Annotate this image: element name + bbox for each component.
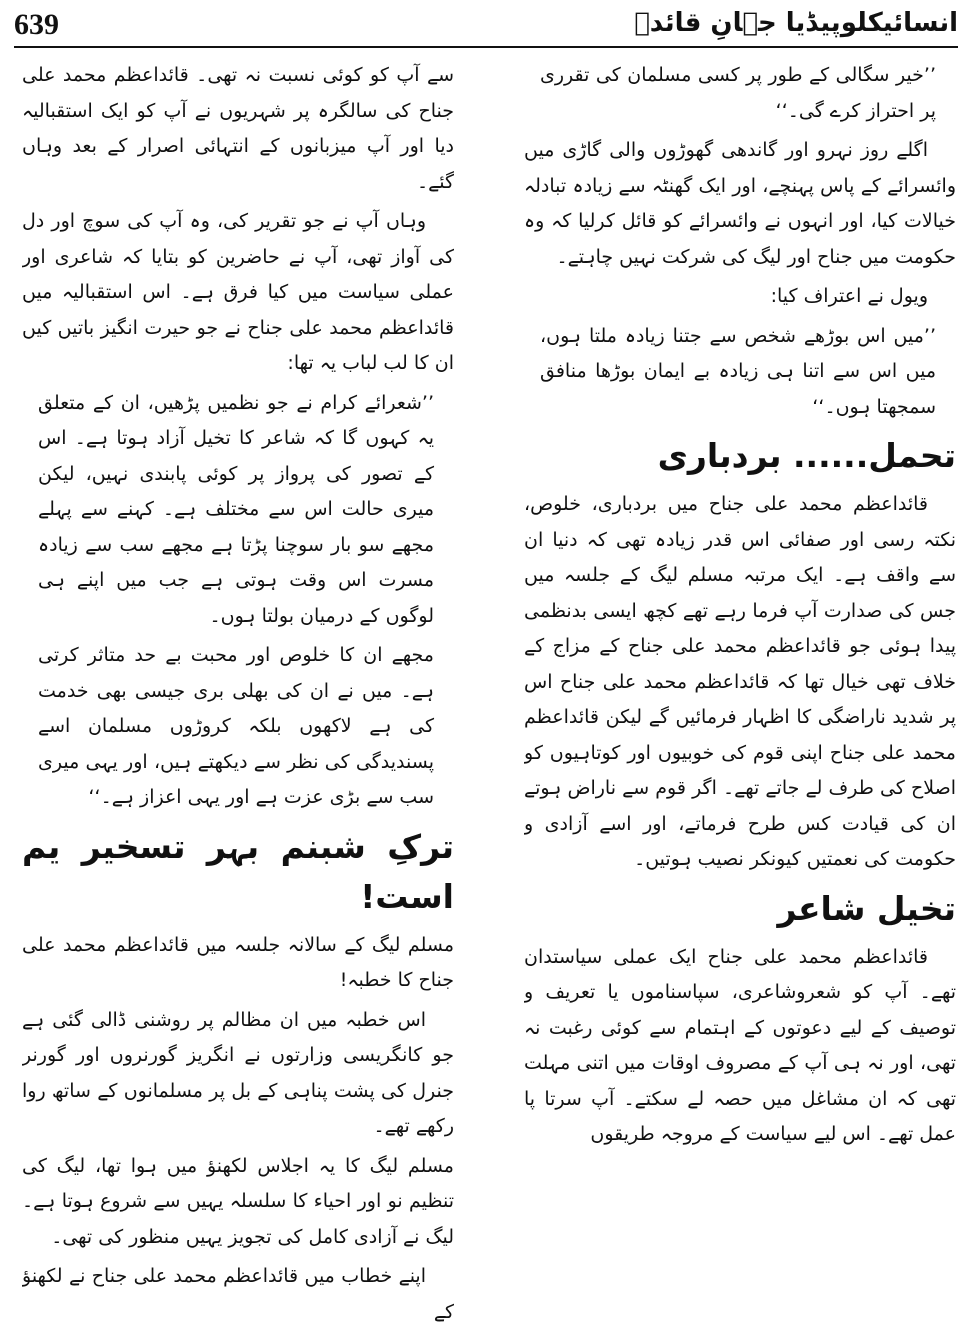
body-paragraph: مسلم لیگ کے سالانہ جلسہ میں قائداعظم محمد علی جناح کا خطبہ! xyxy=(22,933,454,991)
body-paragraph: اس خطبہ میں ان مظالم پر روشنی ڈالی گئی ہے جو کانگریسی وزارتوں نے انگریز گورنروں اور گورنر جنرل کی پشت پناہی کے بل پر مسلمانوں کے ساتھ روا رکھے تھے۔ xyxy=(22,1008,454,1137)
quote-paragraph: ’’شعرائے کرام نے جو نظمیں پڑھیں، ان کے متعلق یہ کہوں گا کہ شاعر کا تخیل آزاد ہوتا ہے۔ اس کے تصور کی پرواز پر کوئی پابندی نہیں، لیکن میری حالت اس سے مختلف ہے۔ کہنے سے پہلے مجھے سو بار سوچنا پڑتا ہے مجھے سب سے زیادہ مسرت اس وقت ہوتی ہے جب میں اپنے ہی لوگوں کے درمیان بولتا ہوں۔ xyxy=(38,391,434,627)
body-paragraph: ویول نے اعتراف کیا: xyxy=(770,285,928,307)
body-paragraph: قائداعظم محمد علی جناح ایک عملی سیاستدان تھے۔ آپ کو شعروشاعری، سپاسناموں یا تعریف و توصیف کے لیے دعوتوں کے اہتمام سے کوئی رغبت نہ تھی، اور نہ ہی آپ کے مصروف اوقات میں اتنی مہلت تھی کہ ان مشاغل میں حصہ لے سکتے۔ آپ سرتا پا عمل تھے۔ اس لیے سیاست کے مروجہ طریقوں xyxy=(524,945,956,1145)
quote-paragraph: ’’خیر سگالی کے طور پر کسی مسلمان کی تقرری پر احتراز کرے گی۔‘‘ xyxy=(540,64,936,122)
quote-paragraph: مجھے ان کا خلوص اور محبت بے حد متاثر کرتی ہے۔ میں نے ان کی بھلی بری جیسی بھی خدمت کی ہے لاکھوں بلکہ کروڑوں مسلمان اسے پسندیدگی کی نظر سے دیکھتے ہیں، اور یہی میری سب سے بڑی عزت ہے اور یہی اعزاز ہے۔‘‘ xyxy=(38,644,434,808)
body-paragraph: اپنے خطاب میں قائداعظم محمد علی جناح نے لکھنؤ کے xyxy=(22,1265,454,1323)
body-paragraph: سے آپ کو کوئی نسبت نہ تھی۔ قائداعظم محمد علی جناح کی سالگرہ پر شہریوں نے آپ کو ایک استقبالیہ دیا اور آپ میزبانوں کے انتہائی اصرار کے بعد وہاں گئے۔ xyxy=(22,64,454,193)
body-paragraph: مسلم لیگ کا یہ اجلاس لکھنؤ میں ہوا تھا، لیگ کی تنظیم نو اور احیاء کا سلسلہ یہیں سے شروع ہوتا ہے۔ لیگ نے آزادی کامل کی تجویز یہیں منظور کی تھی۔ xyxy=(22,1154,454,1248)
body-paragraph: وہاں آپ نے جو تقریر کی، وہ آپ کی سوچ اور دل کی آواز تھی، آپ نے حاضرین کو بتایا کہ شاعری اور عملی سیاست میں کیا فرق ہے۔ اس استقبالیہ میں قائداعظم محمد علی جناح نے جو حیرت انگیز باتیں کیں ان کا لب لباب یہ تھا: xyxy=(22,210,454,374)
left-column xyxy=(22,58,454,1333)
running-head: انسائیکلوپیڈیا جہانِ قائدؒ xyxy=(634,8,958,38)
section-heading-tahammul: تحمل...... بردباری xyxy=(657,436,956,475)
right-column xyxy=(524,58,956,1333)
page-header xyxy=(14,6,958,48)
body-paragraph: قائداعظم محمد علی جناح میں بردباری، خلوص، نکتہ رسی اور صفائی اس قدر زیادہ تھی کہ دنیا ان سے واقف ہے۔ ایک مرتبہ مسلم لیگ کے جلسہ میں جس کی صدارت آپ فرما رہے تھے کچھ ایسی بدنظمی پیدا ہوئی جو قائداعظم محمد علی جناح کے مزاج کے خلاف تھی خیال تھا کہ قائداعظم محمد علی جناح اس پر شدید ناراضگی کا اظہار فرمائیں گے لیکن قائداعظم محمد علی جناح اپنی قوم کی خوبیوں اور کوتاہیوں کو اصلاح کی طرف لے جاتے تھے۔ اگر قوم سے ناراض ہوتے ان کی قیادت کس طرح فرماتے، اور اسے آزادی و حکومت کی نعمتیں کیونکر نصیب ہوتیں۔ xyxy=(524,493,956,870)
quote-paragraph: ’’میں اس بوڑھے شخص سے جتنا زیادہ ملتا ہوں، میں اس سے اتنا ہی زیادہ بے ایمان بوڑھا منافق سمجھتا ہوں۔‘‘ xyxy=(540,324,936,418)
body-paragraph: اگلے روز نہرو اور گاندھی گھوڑوں والی گاڑی میں وائسرائے کے پاس پہنچے، اور ایک گھنٹہ سے زیادہ تبادلہ خیالات کیا، اور انہوں نے وائسرائے کو قائل کرلیا کہ وہ حکومت میں جناح اور لیگ کی شرکت نہیں چاہتے۔ xyxy=(524,139,956,268)
section-heading-tark-e-shabnam: ترکِ شبنم بہر تسخیر یم است! xyxy=(22,826,454,916)
page-number: 639 xyxy=(14,8,59,41)
section-heading-takhayyul: تخیل شاعر xyxy=(777,888,956,928)
